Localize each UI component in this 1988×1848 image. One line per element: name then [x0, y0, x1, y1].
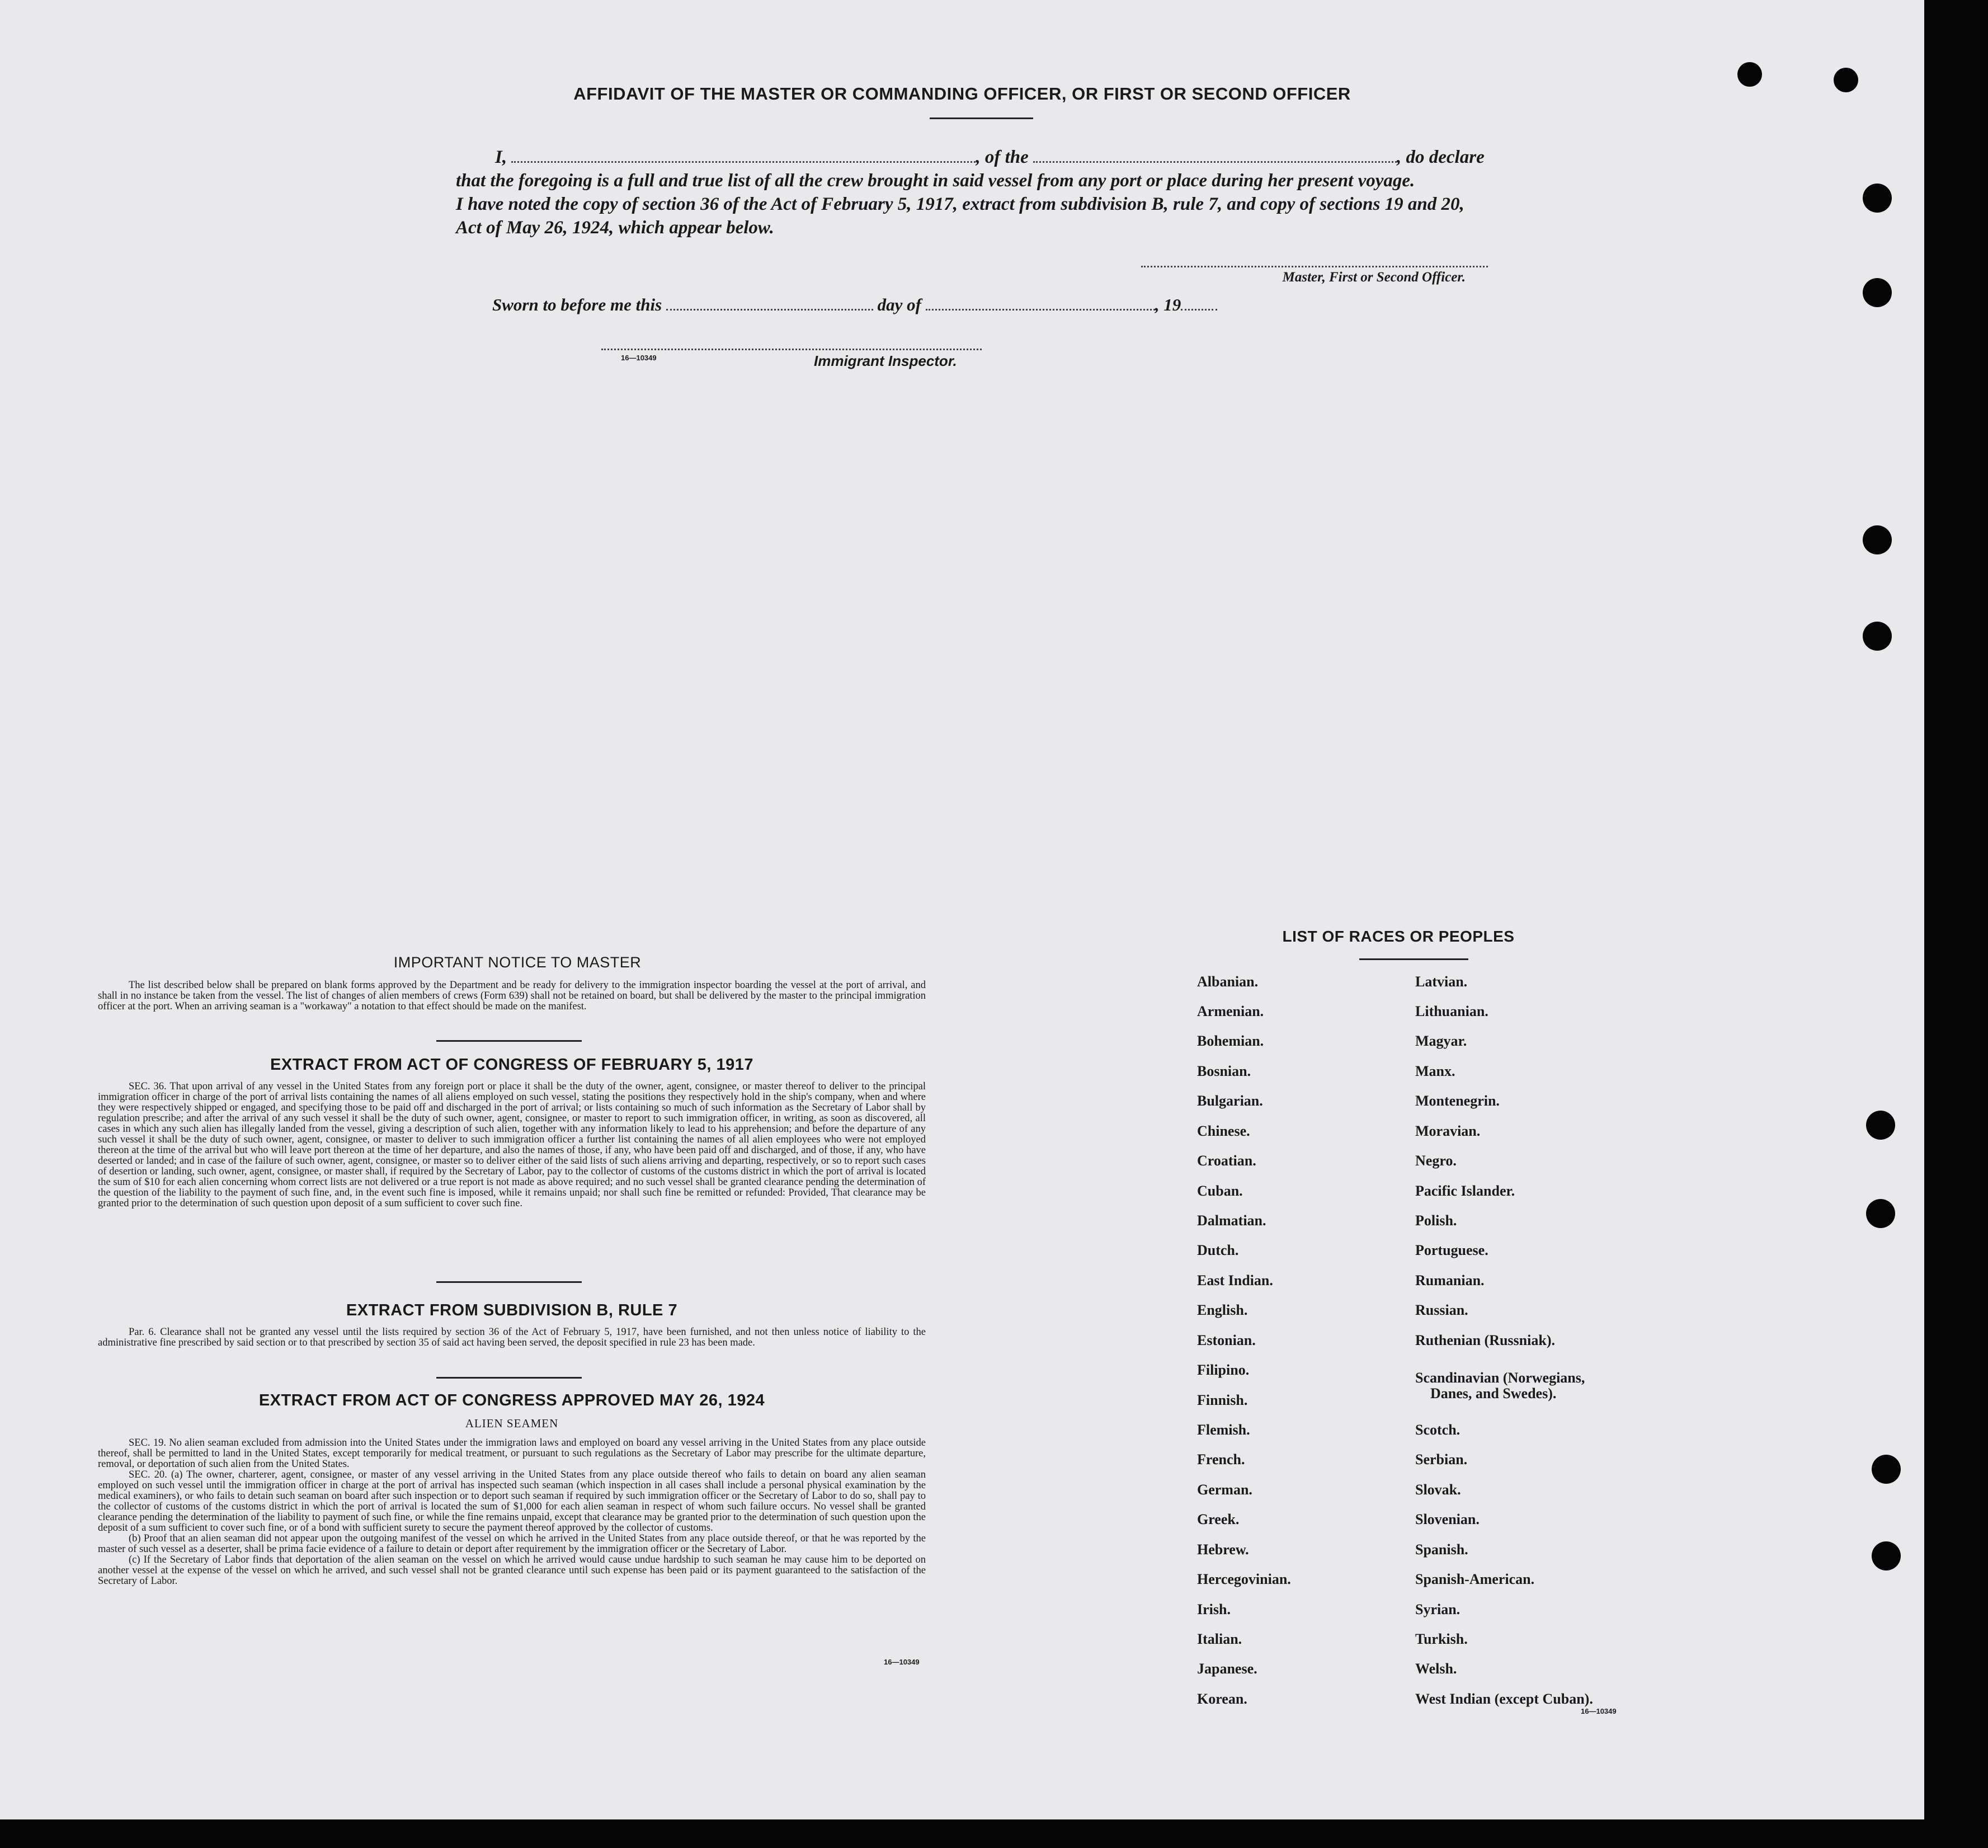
sworn-year-blank [1181, 309, 1217, 311]
race-item: Dalmatian. [1197, 1212, 1266, 1229]
declaration-of-the: , of the [976, 147, 1029, 167]
extract-1917-section [98, 1081, 926, 1209]
binder-hole [1863, 184, 1892, 213]
race-item: Albanian. [1197, 974, 1259, 990]
race-item: Rumanian. [1415, 1272, 1485, 1289]
race-item: Scandinavian (Norwegians, [1415, 1370, 1585, 1386]
form-number: 16—10349 [621, 354, 657, 362]
race-item: Slovak. [1415, 1482, 1461, 1498]
binder-hole [1872, 1455, 1901, 1484]
race-item: Ruthenian (Russniak). [1415, 1332, 1555, 1348]
section-divider [436, 1040, 582, 1042]
race-item: Chinese. [1197, 1123, 1250, 1139]
sworn-text: Sworn to before me this [492, 295, 662, 314]
form-number: 16—10349 [1581, 1707, 1617, 1715]
extract-1924-section [98, 1438, 926, 1587]
race-item: Bosnian. [1197, 1063, 1251, 1079]
declaration-i: I, [495, 147, 507, 167]
vessel-blank [1033, 161, 1397, 163]
race-item: Pacific Islander. [1415, 1183, 1515, 1199]
form-number: 16—10349 [884, 1658, 920, 1666]
sworn-month-blank [926, 309, 1155, 311]
scan-border-bottom [0, 1819, 1988, 1848]
binder-hole [1866, 1199, 1895, 1228]
race-item: Negro. [1415, 1153, 1457, 1169]
race-item: Moravian. [1415, 1123, 1481, 1139]
race-item: Scotch. [1415, 1422, 1461, 1438]
race-item: Hebrew. [1197, 1541, 1249, 1558]
race-item: Japanese. [1197, 1661, 1257, 1677]
race-item: Portuguese. [1415, 1242, 1488, 1258]
race-item: Irish. [1197, 1601, 1231, 1617]
race-item: Estonian. [1197, 1332, 1256, 1348]
race-item: Danes, and Swedes). [1430, 1385, 1557, 1402]
affidavit-declaration [456, 145, 1508, 239]
race-item: Russian. [1415, 1302, 1468, 1318]
section-divider [436, 1281, 582, 1283]
extract-1917-body: SEC. 36. That upon arrival of any vessel in the United States from any foreign port or place it shall be the duty of the owner, agent, consignee, or master thereof to deliver to the principal immigration officer in charge of the port of arrival lists containing the names of all aliens employed on such vessel, stating the positions they respectively hold in the ship's company, when and where they were respectively shipped or engaged, and specifying those to be paid off and discharged in the port of arrival; or lists containing so much of such information as the Secretary of Labor shall by regulation prescribe; and after the arrival of any such vessel it shall be the duty of such owner, agent, consignee, or master to report to such immigration officer, in writing, as soon as discovered, all cases in which any such alien has illegally landed from the vessel, giving a description of such alien, together with any information likely to lead to his apprehension; and before the departure of any such vessel it shall be the duty of such owner, agent, consignee, or master to deliver to such immigration officer a further list containing the names of all alien employees who were not employed thereon at the time of the arrival but who will leave port thereon at the time of her departure, and also the names of those, if any, who have been paid off and discharged, and of those, if any, who have deserted or landed; and in case of the failure of such owner, agent, consignee, or master so to deliver either of the said lists of such aliens arriving and departing, respectively, or so to report such cases of desertion or landing, such owner, agent, consignee, or master shall, if required by the Secretary of Labor, pay to the collector of customs of the customs district in which the port of arrival is located the sum of $10 for each alien concerning whom correct lists are not delivered or a true report is not made as above required; and no such vessel shall be granted clearance pending the determination of the question of the liability to the payment of such fine, and, in the event such fine is imposed, while it remains unpaid; nor shall such fine be remitted or refunded: Provided, That clearance may be granted prior to the determination of such question upon deposit of a sum sufficient to cover such fine. [98, 1081, 926, 1209]
sworn-line [492, 295, 1217, 315]
race-item: German. [1197, 1482, 1252, 1498]
race-item: French. [1197, 1451, 1245, 1468]
master-signature-label: Master, First or Second Officer. [1282, 270, 1466, 285]
section-divider [436, 1377, 582, 1379]
binder-hole [1863, 525, 1892, 554]
sworn-day-blank [666, 309, 873, 311]
binder-hole [1866, 1111, 1895, 1140]
affidavit-title: AFFIDAVIT OF THE MASTER OR COMMANDING OFFICER, OR FIRST OR SECOND OFFICER [573, 84, 1351, 104]
declaration-do-declare: , do declare [1397, 147, 1485, 167]
race-item: West Indian (except Cuban). [1415, 1691, 1593, 1707]
sec20c-body: (c) If the Secretary of Labor finds that deportation of the alien seaman on the vessel on which he arrived would cause undue hardship to such seaman he may cause him to be deported on another vessel at the expense of the vessel on which he arrived, and such vessel shall not be granted clearance until such expense has been paid or its payment guaranteed to the satisfaction of the Secretary of Labor. [98, 1554, 926, 1587]
sec19-body: SEC. 19. No alien seaman excluded from admission into the United States under the immigration laws and employed on board any vessel arriving in the United States from any place outside thereof, shall be permitted to land in the United States, except temporarily for medical treatment, or pursuant to such regulations as the Secretary of Labor may prescribe for the ultimate departure, removal, or deportation of such alien from the United States. [98, 1437, 926, 1470]
race-item: Italian. [1197, 1631, 1242, 1647]
race-item: Finnish. [1197, 1392, 1248, 1408]
binder-hole [1872, 1541, 1901, 1570]
rule7-section [98, 1327, 926, 1348]
races-heading: LIST OF RACES OR PEOPLES [1282, 928, 1515, 945]
race-item: English. [1197, 1302, 1248, 1318]
rule7-heading: EXTRACT FROM SUBDIVISION B, RULE 7 [346, 1301, 678, 1319]
race-item: Manx. [1415, 1063, 1455, 1079]
race-item: Bohemian. [1197, 1033, 1264, 1049]
race-item: Armenian. [1197, 1003, 1264, 1019]
master-signature-line [1141, 266, 1488, 267]
title-divider [930, 117, 1033, 119]
race-item: Cuban. [1197, 1183, 1243, 1199]
declaration-line-4: Act of May 26, 1924, which appear below. [456, 218, 774, 238]
race-item: Polish. [1415, 1212, 1457, 1229]
race-item: Greek. [1197, 1511, 1240, 1527]
race-item: Slovenian. [1415, 1511, 1480, 1527]
race-item: Dutch. [1197, 1242, 1239, 1258]
declaration-line-3: I have noted the copy of section 36 of the Act of February 5, 1917, extract from subdivision B, rule 7, and copy of sections 19 and 20, [456, 194, 1464, 214]
declaration-line-2: that the foregoing is a full and true list of all the crew brought in said vessel from any port or place during her present voyage. [456, 171, 1415, 191]
race-item: Serbian. [1415, 1451, 1468, 1468]
race-item: Hercegovinian. [1197, 1571, 1291, 1587]
inspector-signature-line [601, 349, 982, 350]
inspector-label: Immigrant Inspector. [814, 352, 957, 369]
alien-seamen-subheading: ALIEN SEAMEN [465, 1417, 559, 1430]
race-item: Magyar. [1415, 1033, 1467, 1049]
notice-heading: IMPORTANT NOTICE TO MASTER [393, 954, 642, 971]
sec20a-body: SEC. 20. (a) The owner, charterer, agent, consignee, or master of any vessel arriving in the United States from any place outside thereof who fails to detain on board any alien seaman employed on such vessel until the immigration officer in charge at the port of arrival has inspected such seaman (which inspection in all cases shall include a personal physical examination by the medical examiners), or who fails to detain such seaman on board after such inspection or to deport such seaman if required by such immigration officer or the Secretary of Labor to do so, shall pay to the collector of customs of the customs district in which the port of arrival is located the sum of $1,000 for each alien seaman in respect of whom such failure occurs. No vessel shall be granted clearance pending the determination of the liability to payment of such fine, or while the fine remains unpaid, except that clearance may be granted prior to the determination of such question upon the deposit of a sum sufficient to cover such fine, or of a bond with sufficient surety to secure the payment thereof approved by the collector of customs. [98, 1469, 926, 1534]
race-item: Syrian. [1415, 1601, 1461, 1617]
binder-hole [1863, 622, 1892, 651]
extract-1924-heading: EXTRACT FROM ACT OF CONGRESS APPROVED MAY 26, 1924 [258, 1391, 765, 1409]
race-item: Latvian. [1415, 974, 1468, 990]
name-blank [511, 161, 976, 163]
race-item: Bulgarian. [1197, 1093, 1263, 1109]
races-divider [1359, 958, 1468, 960]
notice-body: The list described below shall be prepared on blank forms approved by the Department and be ready for delivery to the immigration inspector boarding the vessel at the port of arrival, and shall in no instance be taken from the vessel. The list of changes of alien members of crews (Form 639) shall not be retained on board, but shall be delivered by the master to the principal immigration officer at the port. When an arriving seaman is a "workaway" a notation to that effect should be made on the manifest. [98, 980, 926, 1012]
race-item: Filipino. [1197, 1362, 1250, 1378]
race-item: Korean. [1197, 1691, 1247, 1707]
race-item: East Indian. [1197, 1272, 1273, 1289]
sworn-year-prefix: , 19 [1155, 295, 1181, 314]
extract-1917-heading: EXTRACT FROM ACT OF CONGRESS OF FEBRUARY 5, 1917 [270, 1056, 754, 1074]
binder-hole [1863, 278, 1892, 307]
binder-hole [1737, 62, 1762, 87]
race-item: Turkish. [1415, 1631, 1468, 1647]
race-item: Montenegrin. [1415, 1093, 1500, 1109]
sec20b-body: (b) Proof that an alien seaman did not appear upon the outgoing manifest of the vessel on which he arrived in the United States from any place outside thereof, or that he was reported by the master of such vessel as a deserter, shall be prima facie evidence of a failure to detain or deport after requirement by the immigration officer or the Secretary of Labor. [98, 1533, 926, 1555]
race-item: Flemish. [1197, 1422, 1250, 1438]
rule7-body: Par. 6. Clearance shall not be granted any vessel until the lists required by section 36 of the Act of February 5, 1917, have been furnished, and not then unless notice of liability to the administrative fine prescribed by said section or to that prescribed by section 35 of said act having been served, the deposit specified in rule 23 has been made. [98, 1327, 926, 1348]
race-item: Spanish. [1415, 1541, 1468, 1558]
sworn-day-of: day of [877, 295, 921, 314]
race-item: Lithuanian. [1415, 1003, 1488, 1019]
scan-border-right [1924, 0, 1988, 1848]
race-item: Welsh. [1415, 1661, 1457, 1677]
race-item: Croatian. [1197, 1153, 1256, 1169]
notice-section [98, 980, 926, 1012]
race-item: Spanish-American. [1415, 1571, 1535, 1587]
